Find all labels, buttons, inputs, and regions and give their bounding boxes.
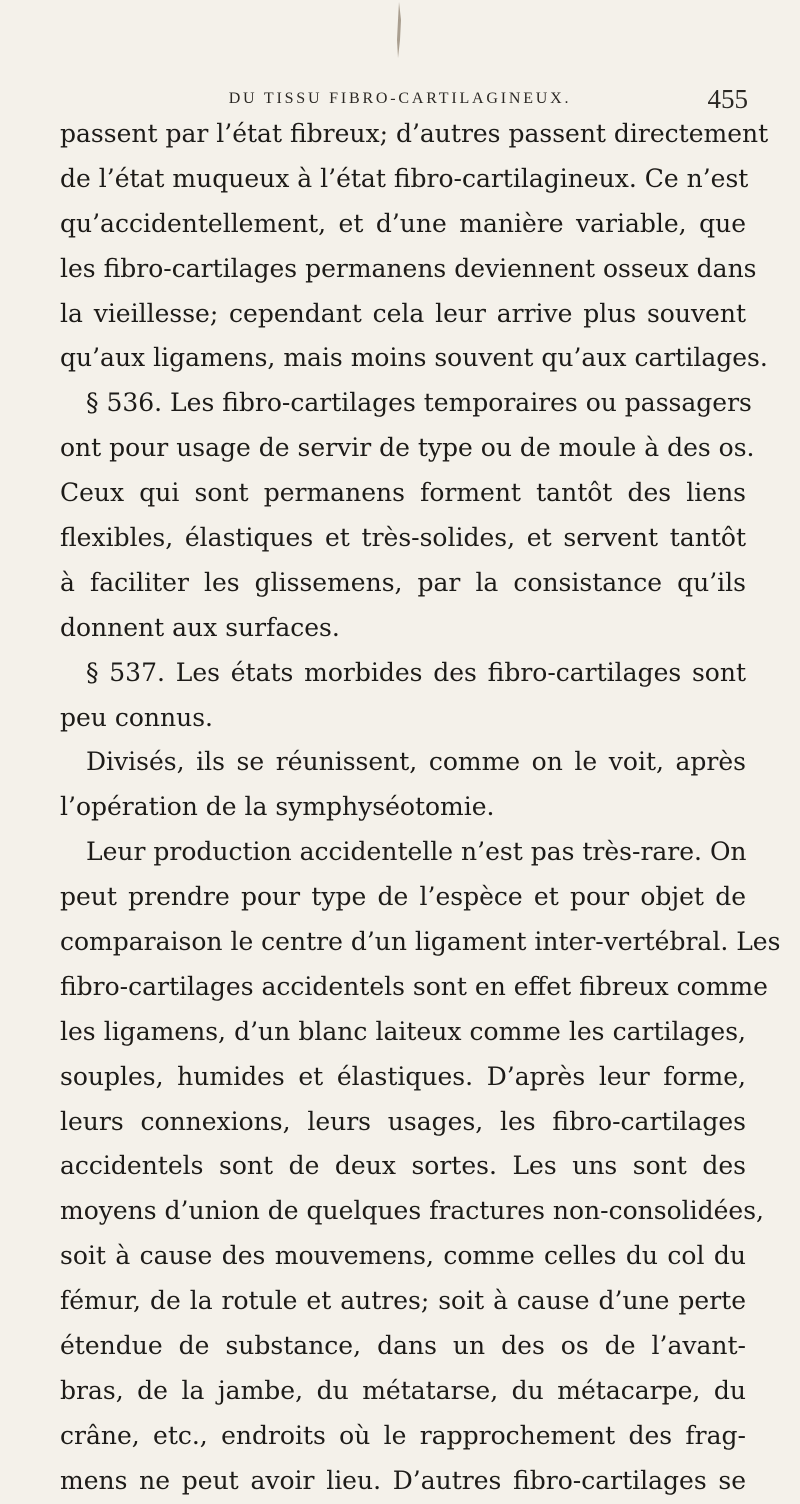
text-line: qu’accidentellement, et d’une manière variable, que: [60, 208, 746, 238]
text-line: de l’état muqueux à l’état fibro-cartilagineux. Ce n’est: [60, 163, 749, 193]
text-line: accidentels sont de deux sortes. Les uns sont des: [60, 1151, 746, 1181]
ink-blot-mark: [394, 0, 404, 62]
text-line: moyens d’union de quelques fractures non-consolidées,: [60, 1196, 764, 1226]
text-line: souples, humides et élastiques. D’après leur forme,: [60, 1061, 746, 1091]
text-line: soit à cause des mouvemens, comme celles du col du: [60, 1241, 746, 1271]
section-537-line: § 537. Les états morbides des fibro-cartilages sont: [86, 657, 746, 687]
text-line: mens ne peut avoir lieu. D’autres fibro-cartilages se: [60, 1465, 746, 1495]
section-536-line: § 536. Les fibro-cartilages temporaires ou passagers: [86, 388, 752, 418]
text-line: comparaison le centre d’un ligament inter-vertébral. Les: [60, 927, 781, 957]
text-line: la vieillesse; cependant cela leur arrive plus souvent: [60, 298, 746, 328]
text-line: l’opération de la symphyséotomie.: [60, 792, 495, 822]
text-line: peut prendre pour type de l’espèce et pour objet de: [60, 882, 746, 912]
text-line: les fibro-cartilages permanens deviennent osseux dans: [60, 253, 757, 283]
text-line: les ligamens, d’un blanc laiteux comme les cartilages,: [60, 1016, 746, 1046]
text-line: flexibles, élastiques et très-solides, et servent tantôt: [60, 523, 746, 553]
text-line: étendue de substance, dans un des os de l’avant-: [60, 1331, 746, 1361]
text-line: Ceux qui sont permanens forment tantôt des liens: [60, 478, 746, 508]
text-line: ont pour usage de servir de type ou de moule à des os.: [60, 433, 755, 463]
text-line: bras, de la jambe, du métatarse, du métacarpe, du: [60, 1375, 746, 1405]
text-line: peu connus.: [60, 702, 213, 732]
text-line: fémur, de la rotule et autres; soit à cause d’une perte: [60, 1286, 746, 1316]
text-line: leurs connexions, leurs usages, les fibro-cartilages: [60, 1106, 746, 1136]
text-line: Leur production accidentelle n’est pas très-rare. On: [86, 837, 747, 867]
body-text: [60, 112, 781, 1504]
text-line: à faciliter les glissemens, par la consistance qu’ils: [60, 567, 746, 597]
text-line: Divisés, ils se réunissent, comme on le voit, après: [86, 747, 746, 777]
text-line: fibro-cartilages accidentels sont en effet fibreux comme: [60, 971, 768, 1001]
text-line: qu’aux ligamens, mais moins souvent qu’aux cartilages.: [60, 343, 768, 373]
text-line: donnent aux surfaces.: [60, 612, 340, 642]
page-number: 455: [707, 84, 748, 114]
text-line: passent par l’état fibreux; d’autres passent directement: [60, 119, 769, 148]
text-line: crâne, etc., endroits où le rapprochement des frag-: [60, 1420, 746, 1450]
header-title: DU TISSU FIBRO-CARTILAGINEUX.: [228, 90, 572, 107]
